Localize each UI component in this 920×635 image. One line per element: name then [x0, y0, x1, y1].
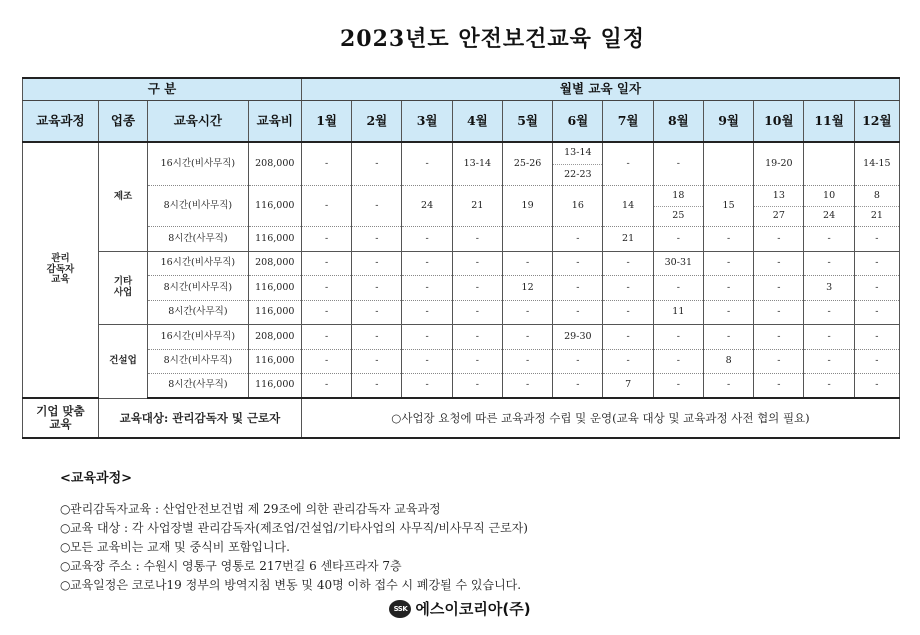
schedule-date-cell: - [301, 251, 351, 276]
schedule-date-cell: 19 [502, 186, 552, 227]
schedule-date-cell: 11 [653, 300, 703, 325]
course-fee: 116,000 [248, 349, 301, 374]
company-logo-icon: SSK [389, 600, 411, 618]
header-month: 10월 [754, 100, 804, 142]
schedule-date: 18 [672, 189, 685, 201]
note-item [60, 500, 860, 519]
schedule-date-cell: - [352, 186, 402, 227]
schedule-date-cell: 25-26 [502, 142, 552, 186]
schedule-date-cell: - [352, 325, 402, 350]
industry-mfg: 제조 [98, 142, 147, 251]
schedule-date-cell: 30-31 [653, 251, 703, 276]
schedule-date-cell: - [502, 374, 552, 399]
schedule-date-cell: 29-30 [553, 325, 603, 350]
schedule-date-cell: - [301, 349, 351, 374]
schedule-date-cell: - [352, 349, 402, 374]
header-hours: 교육시간 [148, 100, 249, 142]
schedule-date-cell: - [502, 325, 552, 350]
schedule-date-cell: - [804, 300, 854, 325]
schedule-date: 10 [823, 189, 836, 201]
course-hours: 16시간(비사무직) [148, 251, 249, 276]
schedule-date-cell: - [854, 276, 899, 301]
schedule-date-cell: - [854, 251, 899, 276]
course-fee: 116,000 [248, 227, 301, 252]
table-row [23, 142, 900, 186]
schedule-date-cell: - [754, 374, 804, 399]
schedule-date-cell: 24 [402, 186, 452, 227]
header-fee: 교육비 [248, 100, 301, 142]
industry-other: 기타 사업 [98, 251, 147, 325]
schedule-date-cell: - [603, 325, 653, 350]
footer [0, 598, 920, 619]
schedule-date-cell: - [502, 251, 552, 276]
schedule-date-cell: - [754, 300, 804, 325]
note-item [60, 576, 860, 595]
schedule-date-cell: - [603, 300, 653, 325]
schedule-date-cell: - [854, 227, 899, 252]
schedule-date-cell: - [553, 349, 603, 374]
course-fee: 208,000 [248, 325, 301, 350]
course-name: 관리 감독자 교육 [23, 142, 99, 398]
note-item [60, 538, 860, 557]
note-item [60, 519, 860, 538]
schedule-date-cell: - [703, 251, 753, 276]
schedule-date-cell: - [854, 374, 899, 399]
schedule-date-cell: - [301, 276, 351, 301]
schedule-date-cell: - [352, 276, 402, 301]
schedule-date-cell: - [301, 186, 351, 227]
schedule-date-cell: 3 [804, 276, 854, 301]
corporate-target: 교육대상: 관리감독자 및 근로자 [98, 398, 301, 438]
table-row [23, 276, 900, 301]
course-hours: 8시간(비사무직) [148, 276, 249, 301]
note-item [60, 557, 860, 576]
schedule-date-cell [754, 186, 804, 227]
schedule-date-cell: - [804, 251, 854, 276]
bullet-icon: ○ [60, 559, 71, 573]
schedule-date-cell: - [402, 227, 452, 252]
schedule-date-cell: - [703, 325, 753, 350]
schedule-date-cell: - [703, 300, 753, 325]
schedule-date-cell [502, 227, 552, 252]
schedule-date-cell: - [352, 251, 402, 276]
header-month: 3월 [402, 100, 452, 142]
schedule-date-cell: - [854, 325, 899, 350]
schedule-date-cell: - [452, 276, 502, 301]
schedule-date-cell: - [653, 142, 703, 186]
schedule-date-cell [553, 142, 603, 186]
note-text: 관리감독자교육 : 산업안전보건법 제 29조에 의한 관리감독자 교육과정 [70, 502, 441, 516]
schedule-date-cell: - [301, 142, 351, 186]
schedule-date-cell [703, 142, 753, 186]
schedule-date-cell: - [804, 227, 854, 252]
schedule-date: 27 [754, 206, 803, 227]
header-month: 1월 [301, 100, 351, 142]
schedule-date-cell: 13-14 [452, 142, 502, 186]
schedule-date-cell: - [402, 276, 452, 301]
schedule-date-cell: - [452, 325, 502, 350]
schedule-date-cell: - [301, 300, 351, 325]
table-row [23, 300, 900, 325]
table-row [23, 227, 900, 252]
notes-heading: <교육과정> [60, 471, 133, 486]
schedule-date-cell: - [703, 374, 753, 399]
schedule-date-cell: - [402, 300, 452, 325]
schedule-date-cell: - [553, 227, 603, 252]
schedule-date-cell: 14 [603, 186, 653, 227]
schedule-date: 25 [654, 206, 703, 227]
schedule-date-cell: - [452, 251, 502, 276]
course-hours: 8시간(사무직) [148, 374, 249, 399]
table-row [23, 374, 900, 399]
schedule-date-cell: 7 [603, 374, 653, 399]
schedule-date-cell: - [804, 349, 854, 374]
course-fee: 116,000 [248, 276, 301, 301]
schedule-date-cell: - [402, 349, 452, 374]
schedule-date-cell: - [603, 142, 653, 186]
schedule-date-cell [804, 142, 854, 186]
schedule-date-cell: 19-20 [754, 142, 804, 186]
schedule-date-cell: - [452, 374, 502, 399]
schedule-date-cell: - [352, 142, 402, 186]
schedule-date-cell: - [603, 276, 653, 301]
header-month: 4월 [452, 100, 502, 142]
schedule-date-cell: - [402, 374, 452, 399]
table-row [23, 325, 900, 350]
schedule-date-cell: - [804, 374, 854, 399]
schedule-date-cell: - [502, 349, 552, 374]
schedule-date-cell: - [804, 325, 854, 350]
schedule-date-cell: - [402, 325, 452, 350]
corporate-label: 기업 맞춤 교육 [23, 398, 99, 438]
table-row [23, 251, 900, 276]
schedule-date-cell: 21 [452, 186, 502, 227]
schedule-date-cell: - [452, 227, 502, 252]
schedule-date-cell: - [653, 349, 703, 374]
corporate-note: ○사업장 요청에 따른 교육과정 수립 및 운영(교육 대상 및 교육과정 사전 협의 필요) [301, 398, 899, 438]
industry-const: 건설업 [98, 325, 147, 399]
schedule-date-cell: - [703, 227, 753, 252]
schedule-date-cell: 12 [502, 276, 552, 301]
course-hours: 16시간(비사무직) [148, 142, 249, 186]
course-fee: 208,000 [248, 251, 301, 276]
schedule-date-cell: - [603, 251, 653, 276]
schedule-table [22, 77, 900, 439]
header-month: 7월 [603, 100, 653, 142]
schedule-date-cell: - [603, 349, 653, 374]
schedule-date-cell: - [653, 325, 703, 350]
page-title: 2023년도 안전보건교육 일정 [339, 26, 646, 52]
header-month: 6월 [553, 100, 603, 142]
schedule-date-cell: - [402, 251, 452, 276]
schedule-date-cell: - [352, 227, 402, 252]
schedule-date-cell: 16 [553, 186, 603, 227]
schedule-date: 24 [804, 206, 853, 227]
schedule-date-cell [854, 186, 899, 227]
note-text: 교육 대상 : 각 사업장별 관리감독자(제조업/건설업/기타사업의 사무직/비사무직 근로자) [70, 521, 528, 535]
bullet-icon: ○ [60, 540, 71, 554]
schedule-date-cell: - [301, 227, 351, 252]
header-month: 2월 [352, 100, 402, 142]
bullet-icon: ○ [60, 502, 71, 516]
schedule-date: 8 [873, 189, 880, 201]
schedule-date-cell: - [703, 276, 753, 301]
schedule-date-cell: - [754, 276, 804, 301]
schedule-date-cell: - [854, 349, 899, 374]
table-row [23, 349, 900, 374]
schedule-date-cell: - [452, 349, 502, 374]
schedule-date-cell: - [754, 325, 804, 350]
schedule-date: 13-14 [564, 147, 592, 159]
header-course: 교육과정 [23, 100, 99, 142]
bullet-icon: ○ [60, 578, 71, 592]
schedule-date-cell [653, 186, 703, 227]
header-month: 12월 [854, 100, 899, 142]
course-notes [60, 467, 860, 595]
course-fee: 116,000 [248, 300, 301, 325]
note-text: 모든 교육비는 교재 및 중식비 포함입니다. [70, 540, 290, 554]
schedule-date-cell: - [754, 227, 804, 252]
course-fee: 208,000 [248, 142, 301, 186]
course-fee: 116,000 [248, 186, 301, 227]
schedule-date-cell: - [553, 251, 603, 276]
header-monthly: 월별 교육 일자 [301, 78, 899, 100]
schedule-date: 21 [855, 206, 899, 227]
header-month: 9월 [703, 100, 753, 142]
schedule-date-cell: - [854, 300, 899, 325]
schedule-date-cell: - [553, 276, 603, 301]
header-group: 구 분 [23, 78, 302, 100]
schedule-date-cell: - [553, 374, 603, 399]
schedule-date: 22-23 [553, 164, 602, 186]
schedule-date-cell: - [653, 276, 703, 301]
schedule-date-cell: 15 [703, 186, 753, 227]
schedule-date-cell: - [653, 227, 703, 252]
schedule-date-cell [804, 186, 854, 227]
course-hours: 8시간(비사무직) [148, 186, 249, 227]
course-hours: 16시간(비사무직) [148, 325, 249, 350]
schedule-date-cell: - [502, 300, 552, 325]
schedule-date-cell: - [402, 142, 452, 186]
schedule-date-cell: - [553, 300, 603, 325]
note-text: 교육일정은 코로나19 정부의 방역지침 변동 및 40명 이하 접수 시 폐강될 수 있습니다. [70, 578, 522, 592]
schedule-date-cell: - [301, 374, 351, 399]
schedule-date-cell: - [754, 251, 804, 276]
schedule-date-cell: - [452, 300, 502, 325]
company-name: 에스이코리아(주) [415, 600, 531, 618]
header-industry: 업종 [98, 100, 147, 142]
header-month: 5월 [502, 100, 552, 142]
schedule-date-cell: - [352, 374, 402, 399]
schedule-date-cell: - [653, 374, 703, 399]
course-hours: 8시간(비사무직) [148, 349, 249, 374]
course-hours: 8시간(사무직) [148, 300, 249, 325]
course-fee: 116,000 [248, 374, 301, 399]
schedule-date-cell: 8 [703, 349, 753, 374]
schedule-date-cell: 21 [603, 227, 653, 252]
note-text: 교육장 주소 : 수원시 영통구 영통로 217번길 6 센타프라자 7층 [70, 559, 402, 573]
header-month: 11월 [804, 100, 854, 142]
schedule-date-cell: 14-15 [854, 142, 899, 186]
schedule-date-cell: - [754, 349, 804, 374]
course-hours: 8시간(사무직) [148, 227, 249, 252]
bullet-icon: ○ [60, 521, 71, 535]
schedule-date-cell: - [301, 325, 351, 350]
table-row [23, 186, 900, 227]
notes-list [60, 500, 860, 595]
header-month: 8월 [653, 100, 703, 142]
schedule-date: 13 [772, 189, 785, 201]
schedule-date-cell: - [352, 300, 402, 325]
